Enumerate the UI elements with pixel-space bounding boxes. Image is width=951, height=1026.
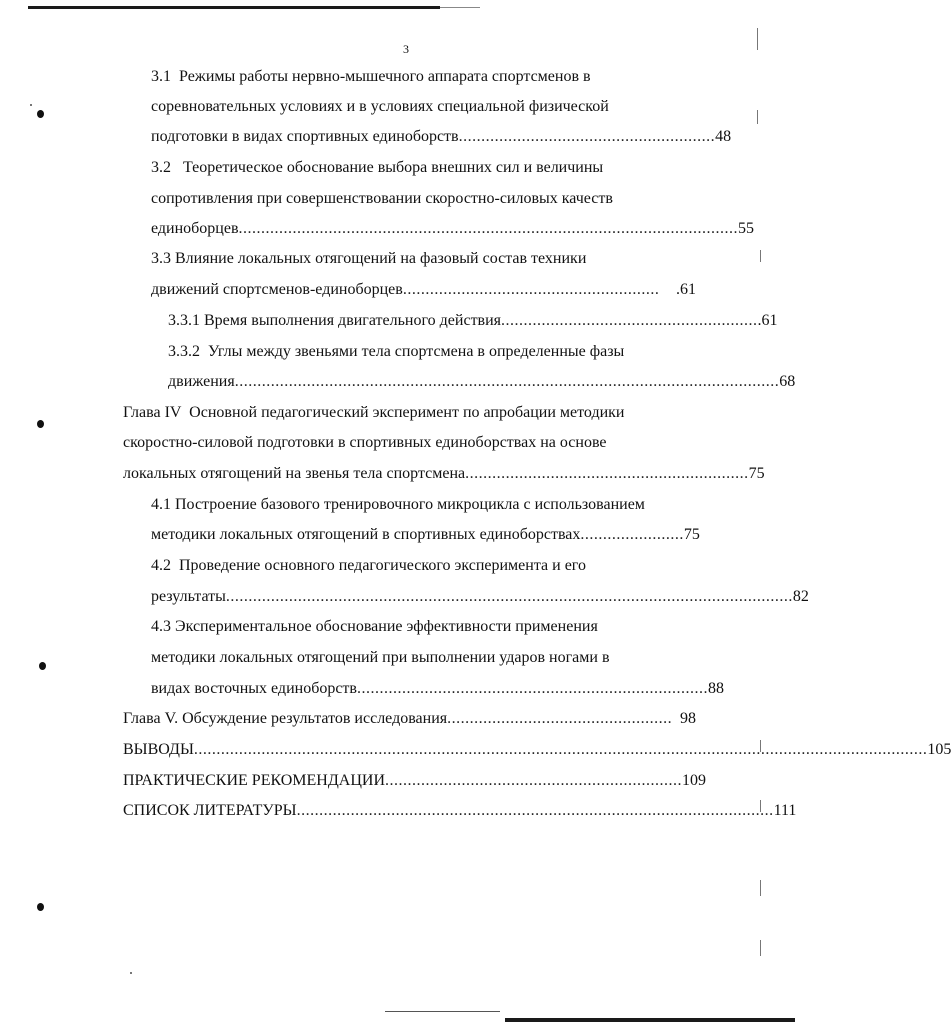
toc-entry-recommendations: ПРАКТИЧЕСКИЕ РЕКОМЕНДАЦИИ .................................................................. 109 [123, 766, 696, 796]
dot-leader: ....................... [580, 526, 684, 543]
toc-page-number: 111 [773, 802, 797, 819]
toc-entry-3-2-line-3: единоборцев ............................................................................................................... 55 [151, 214, 696, 244]
dot-leader: ............................................................................................................... [238, 220, 739, 237]
toc-entry-3-3-1-line-1: 3.3.1 Время выполнения двигательного действия ......................................................... .61 [168, 306, 696, 336]
dot-leader: ................................................................................................................................................................... [193, 741, 928, 758]
dot-leader: .............................................................................. [356, 680, 708, 697]
edge-mark [757, 28, 758, 50]
toc-page-number: 88 [707, 680, 724, 697]
toc-entry-4-3-line-3: видах восточных единоборств .............................................................................. 88 [151, 674, 696, 704]
toc-entry-chapter-4-line-3: локальных отягощений на звенья тела спортсмена ............................................................... 75 [123, 459, 691, 489]
toc-entry-references: СПИСОК ЛИТЕРАТУРЫ .......................................................................................................... 111 [123, 796, 696, 826]
punch-hole-mark [37, 420, 44, 428]
toc-page-number: .61 [676, 281, 696, 298]
toc-page-number: 75 [748, 465, 765, 482]
edge-mark [757, 110, 758, 124]
edge-mark [760, 880, 761, 896]
toc-entry-4-1-line-1: 4.1 Построение базового тренировочного микроцикла с использованием [151, 496, 645, 513]
toc-entry-4-2-line-2: результаты .............................................................................................................................. 82 [151, 582, 696, 612]
toc-entry-chapter-4-line-2: скоростно-силовой подготовки в спортивных единоборствах на основе [123, 434, 607, 451]
toc-entry-4-1-line-2: методики локальных отягощений в спортивных единоборствах ....................... 75 [151, 520, 696, 550]
toc-page-number: 105 [927, 741, 951, 758]
toc-entry-3-3-2-line-1: 3.3.2 Углы между звеньями тела спортсмена в определенные фазы [168, 343, 625, 360]
toc-page-number: 55 [738, 220, 755, 237]
toc-entry-4-2-line-1: 4.2 Проведение основного педагогического эксперимента и его [151, 557, 586, 574]
toc-entry-3-1-line-1: 3.1 Режимы работы нервно-мышечного аппарата спортсменов в [151, 68, 591, 85]
edge-mark [760, 940, 761, 956]
toc-entry-4-3-line-1: 4.3 Экспериментальное обоснование эффективности применения [151, 618, 598, 635]
top-scan-rule [28, 6, 440, 9]
toc-entry-3-3-line-2: движений спортсменов-единоборцев ......................................................... .61 [151, 275, 696, 305]
toc-page-number: .61 [757, 312, 778, 329]
bottom-scan-rule-thin [385, 1011, 500, 1012]
toc-page-number: 75 [683, 526, 700, 543]
toc-entry-3-3-line-1: 3.3 Влияние локальных отягощений на фазовый состав техники [151, 250, 587, 267]
punch-hole-mark [37, 903, 44, 911]
dot-leader: .............................................................................................................................. [225, 588, 793, 605]
dot-leader: ......................................................................................................................... [234, 373, 780, 390]
toc-page-number: 98 [680, 710, 696, 727]
toc-entry-3-1-line-3: подготовки в видах спортивных единоборств ......................................................... 48 [151, 122, 696, 152]
toc-page-number: 82 [792, 588, 809, 605]
top-scan-rule-faint [440, 7, 480, 8]
page-number: 3 [403, 42, 409, 56]
dot-leader: .......................................................................................................... [296, 802, 774, 819]
edge-mark [760, 250, 761, 262]
punch-hole-mark [39, 662, 46, 670]
punch-hole-mark [37, 110, 44, 118]
toc-entry-chapter-5: Глава V. Обсуждение результатов исследования .................................................. 98 [123, 704, 696, 734]
dot-leader: ......................................................... [458, 128, 716, 145]
scan-speck [130, 972, 132, 974]
toc-page-number: 48 [715, 128, 732, 145]
bottom-scan-rule [505, 1018, 795, 1022]
dot-leader: .................................................. [447, 710, 673, 727]
toc-entry-3-2-line-2: сопротивления при совершенствовании скоростно-силовых качеств [151, 190, 613, 207]
toc-entry-chapter-4-line-1: Глава IV Основной педагогический эксперимент по апробации методики [123, 404, 625, 421]
dot-leader: .................................................................. [385, 772, 682, 789]
toc-entry-3-1-line-2: соревновательных условиях и в условиях специальной физической [151, 98, 609, 115]
toc-entry-3-3-2-line-2: движения ......................................................................................................................... 68 [168, 367, 696, 397]
toc-entry-3-2-line-1: 3.2 Теоретическое обоснование выбора внешних сил и величины [151, 159, 604, 176]
dot-leader: ............................................................... [465, 465, 749, 482]
toc-entry-conclusions: ВЫВОДЫ ................................................................................................................................................................... 105 [123, 735, 696, 765]
dot-leader: ......................................................... [402, 281, 660, 298]
toc-entry-4-3-line-2: методики локальных отягощений при выполнении ударов ногами в [151, 649, 610, 666]
toc-page-number: 68 [779, 373, 796, 390]
dot-leader: ......................................................... [501, 312, 758, 329]
toc-page-number: 109 [682, 772, 706, 789]
scan-speck [30, 104, 32, 106]
